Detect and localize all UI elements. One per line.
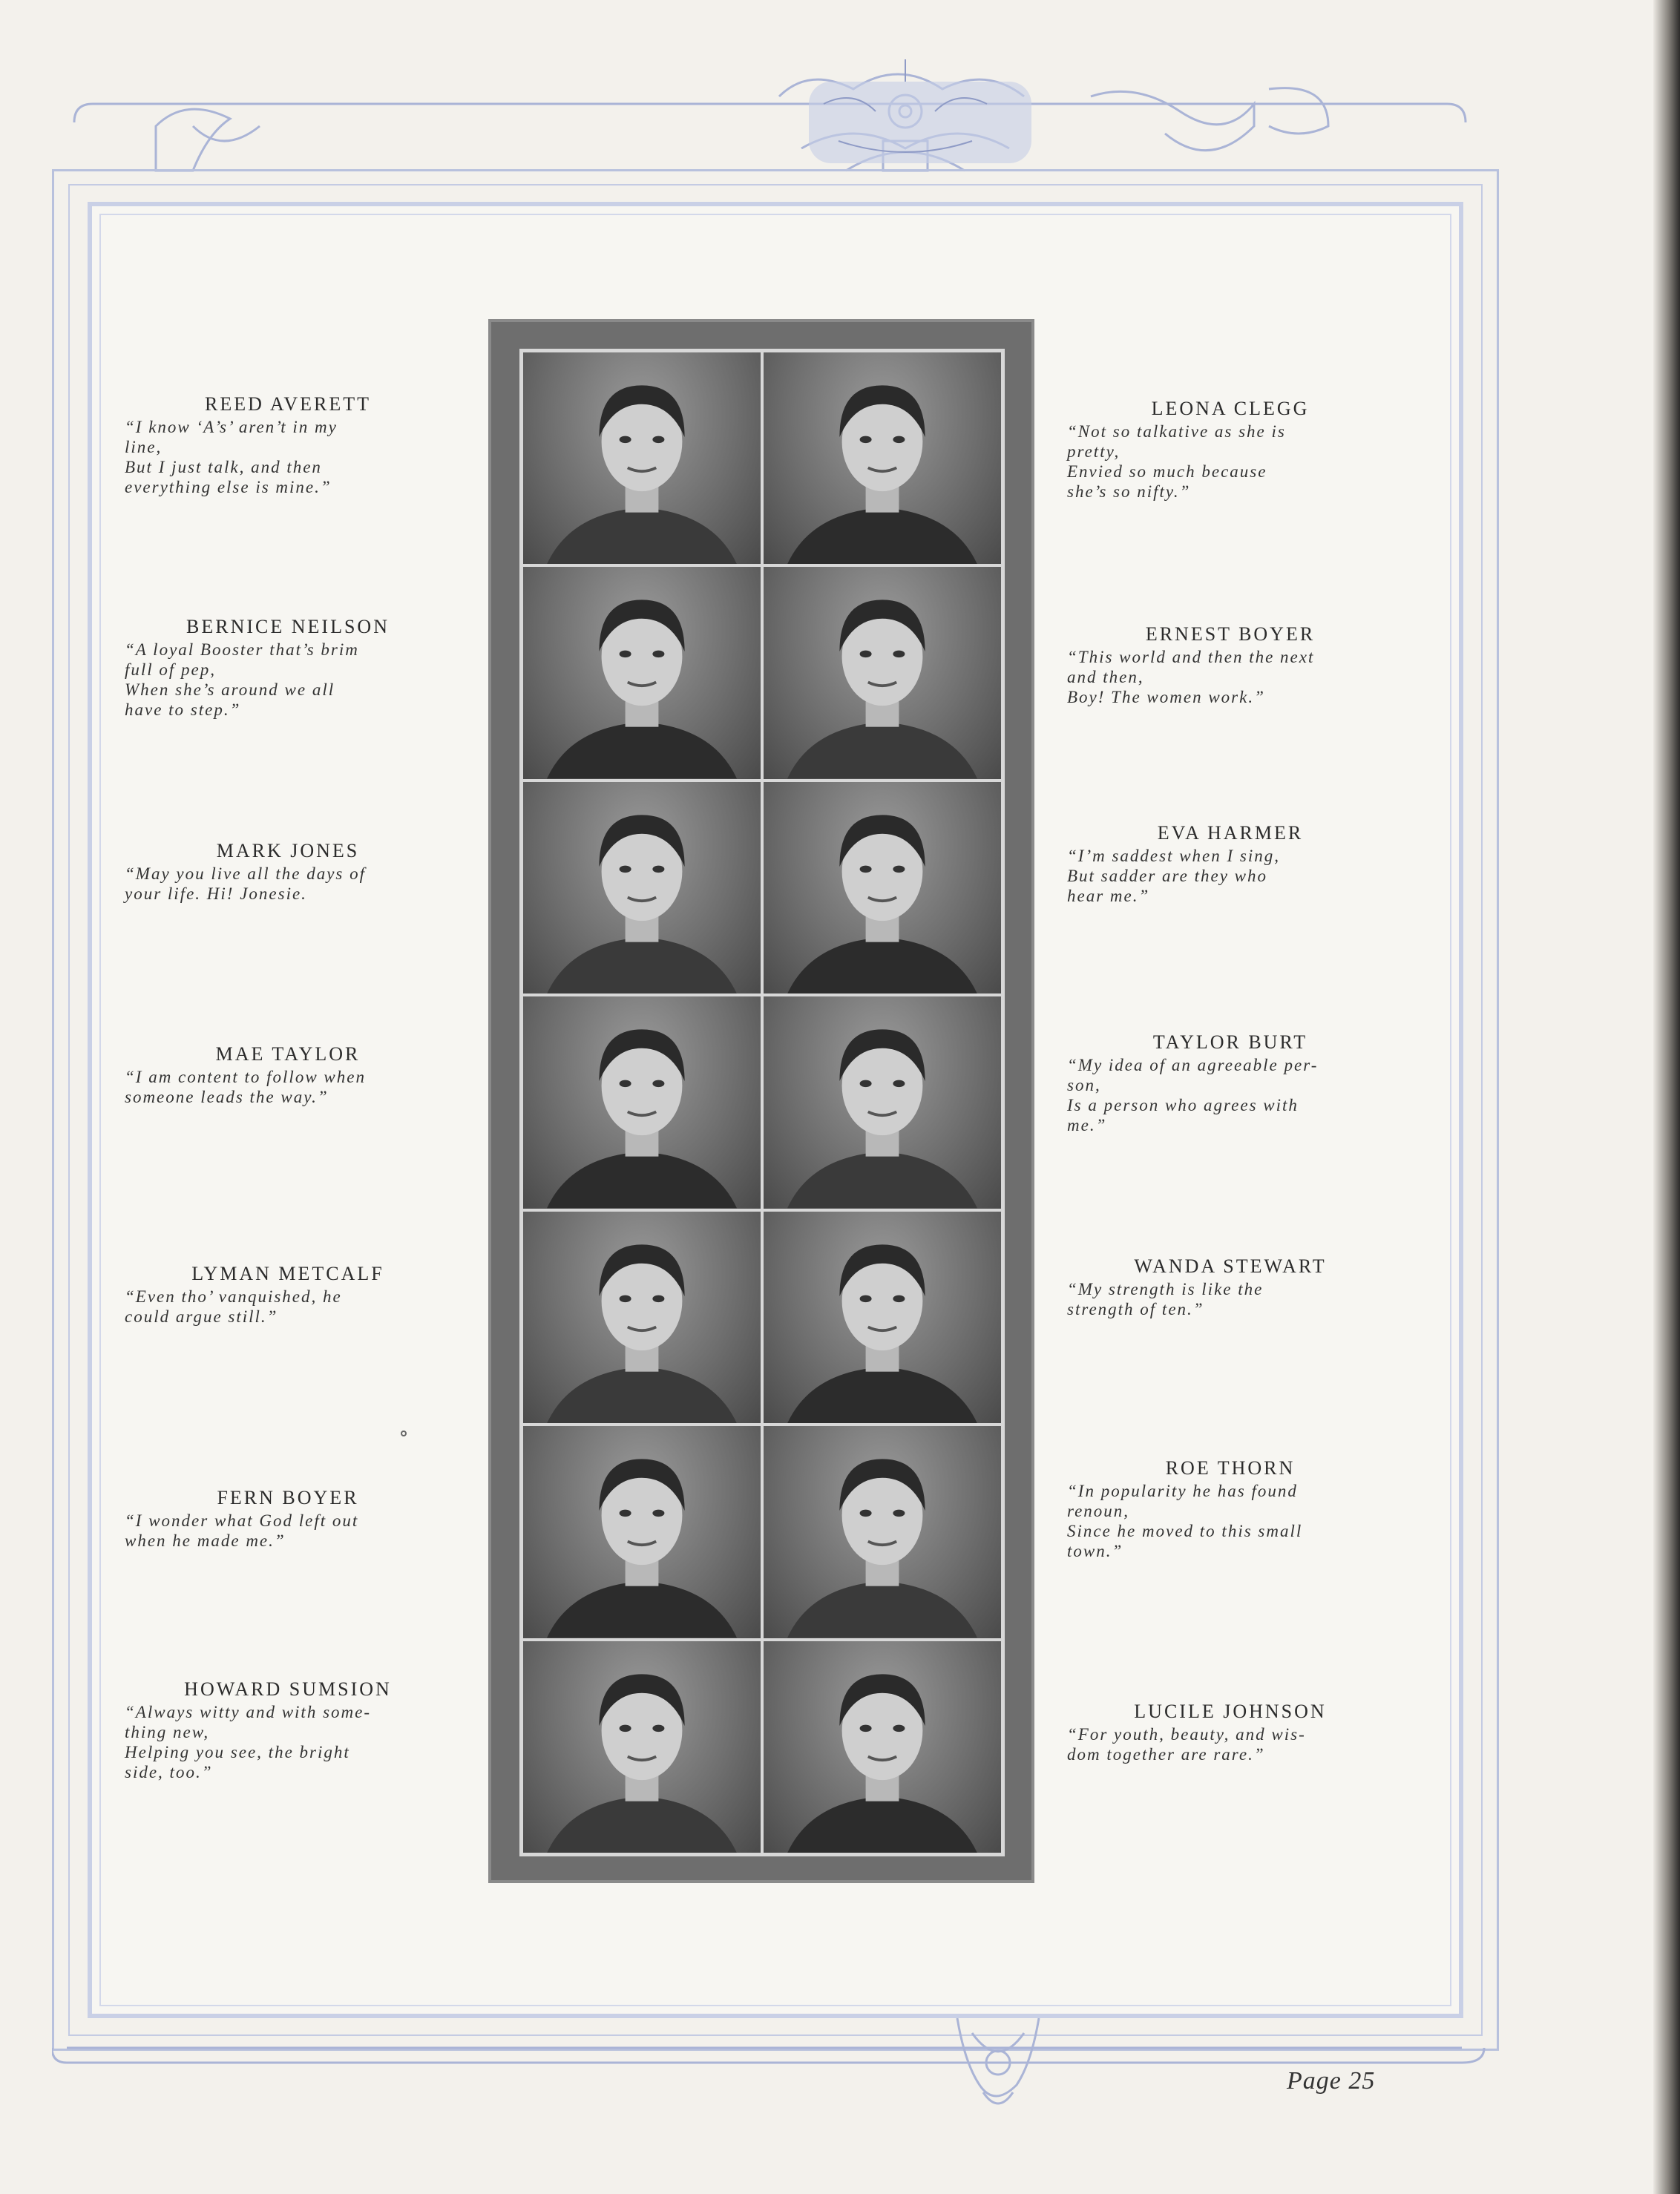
student-name: TAYLOR BURT [1152,1031,1308,1053]
student-name: LYMAN METCALF [191,1263,384,1284]
portrait-taylor-burt [764,996,1001,1208]
student-quote: “Not so talkative as she is pretty, Envied so much because she’s so nifty.” [1067,422,1286,501]
caption-wanda-stewart [1067,1254,1394,1319]
portrait-reed-averett [523,352,761,564]
student-name: ERNEST BOYER [1145,623,1316,645]
student-name: FERN BOYER [217,1487,359,1508]
caption-roe-thorn [1067,1456,1394,1561]
portrait-mae-taylor [523,996,761,1208]
portrait-eva-harmer [764,782,1001,993]
caption-fern-boyer [125,1485,451,1551]
portrait-wanda-stewart [764,1212,1001,1423]
student-quote: “May you live all the days of your life. Hi! Jonesie. [125,864,366,903]
photo-grid [519,349,1005,1856]
student-name: WANDA STEWART [1134,1255,1327,1277]
student-name: BERNICE NEILSON [186,616,390,637]
photo-strip [488,319,1034,1883]
student-quote: “Even tho’ vanquished, he could argue still.” [125,1287,342,1326]
caption-lyman-metcalf [125,1261,451,1327]
student-name: ROE THORN [1165,1457,1296,1479]
student-quote: “My strength is like the strength of ten.” [1067,1280,1264,1318]
portrait-leona-clegg [764,352,1001,564]
portrait-roe-thorn [764,1426,1001,1638]
caption-lucile-johnson [1067,1699,1394,1764]
student-quote: “I wonder what God left out when he made me.” [125,1511,359,1550]
student-quote: “This world and then the next and then, Boy! The women work.” [1067,648,1315,706]
student-name: EVA HARMER [1157,822,1304,844]
caption-taylor-burt [1067,1030,1394,1135]
caption-howard-sumsion [125,1677,451,1782]
caption-mark-jones [125,838,451,904]
portrait-lyman-metcalf [523,1212,761,1423]
student-quote: “I am content to follow when someone leads the way.” [125,1068,366,1106]
portrait-ernest-boyer [764,567,1001,778]
caption-ernest-boyer [1067,622,1394,707]
portrait-lucile-johnson [764,1641,1001,1853]
caption-mae-taylor [125,1042,451,1107]
student-quote: “My idea of an agreeable per- son, Is a person who agrees with me.” [1067,1056,1319,1134]
student-name: MAE TAYLOR [215,1043,361,1065]
student-quote: “For youth, beauty, and wis- dom together are rare.” [1067,1725,1306,1764]
student-name: HOWARD SUMSION [184,1678,392,1700]
caption-leona-clegg [1067,396,1394,502]
student-quote: “I’m saddest when I sing, But sadder are they who hear me.” [1067,847,1281,905]
student-name: LUCILE JOHNSON [1134,1701,1327,1722]
student-quote: “Always witty and with some- thing new, Helping you see, the bright side, too.” [125,1703,371,1781]
student-name: MARK JONES [216,840,360,861]
caption-bernice-neilson [125,614,451,720]
binding-shadow [1653,0,1680,2194]
portrait-bernice-neilson [523,567,761,778]
portrait-howard-sumsion [523,1641,761,1853]
portrait-fern-boyer [523,1426,761,1638]
caption-reed-averett [125,392,451,497]
student-quote: “A loyal Booster that’s brim full of pep, When she’s around we all have to step.” [125,640,359,719]
student-quote: “In popularity he has found renoun, Since he moved to this small town.” [1067,1482,1303,1560]
student-name: REED AVERETT [204,393,372,415]
portrait-mark-jones [523,782,761,993]
page-number: Page 25 [1287,2067,1376,2095]
caption-eva-harmer [1067,821,1394,906]
student-quote: “I know ‘A’s’ aren’t in my line, But I just talk, and then everything else is mine.” [125,418,338,496]
student-name: LEONA CLEGG [1151,398,1310,419]
print-speck [401,1431,407,1436]
